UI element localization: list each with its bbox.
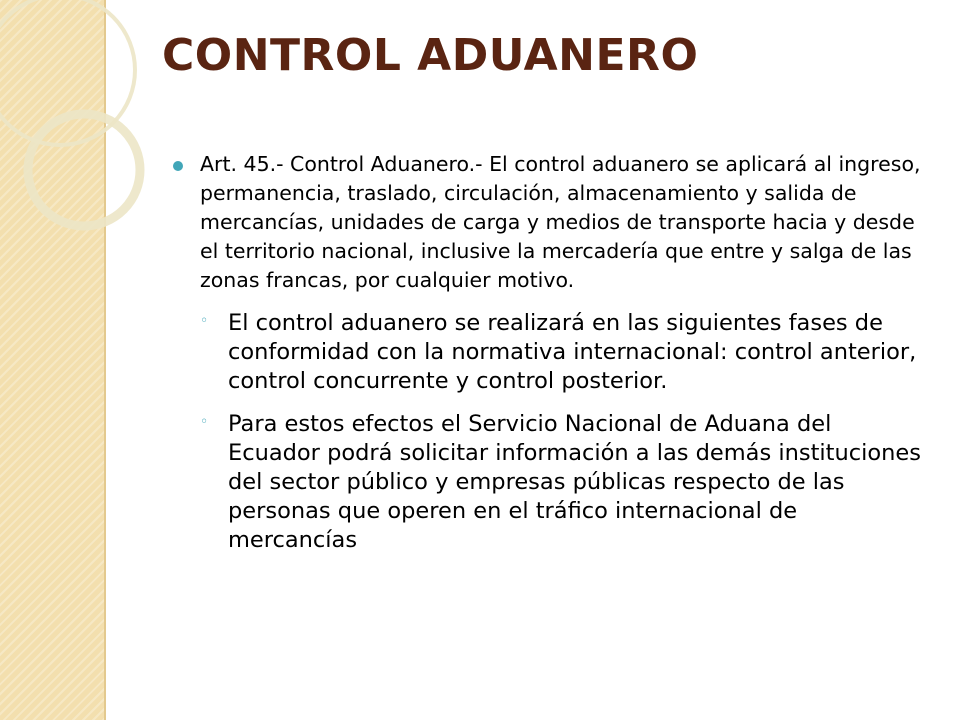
sub-bullet-text: Para estos efectos el Servicio Nacional de Aduana del Ecuador podrá solicitar información a las demás instituciones del sector público y empresas públicas respecto de las personas que operen en el tráfico internacional de mercancías — [228, 411, 921, 553]
sub-bullet-item — [200, 410, 930, 555]
page-title: CONTROL ADUANERO — [162, 30, 699, 81]
sub-bullet-marker-icon: ◦ — [200, 414, 209, 430]
sub-bullet-marker-icon: ◦ — [200, 313, 209, 329]
decorative-ring-small — [28, 114, 140, 226]
main-bullet: Art. 45.- Control Aduanero.- El control aduanero se aplicará al ingreso, permanencia, traslado, circulación, almacenamiento y salida de mercancías, unidades de carga y medios de transporte hacia y desde el territorio nacional, inclusive la mercadería que entre y salga de las zonas francas, por cualquier motivo. — [200, 150, 930, 295]
sub-bullet-item — [200, 309, 930, 396]
sub-bullet-text: El control aduanero se realizará en las siguientes fases de conformidad con la normativa internacional: control anterior, control concurrente y control posterior. — [228, 310, 917, 394]
content-list — [200, 150, 930, 569]
sub-bullet-list — [200, 309, 930, 555]
